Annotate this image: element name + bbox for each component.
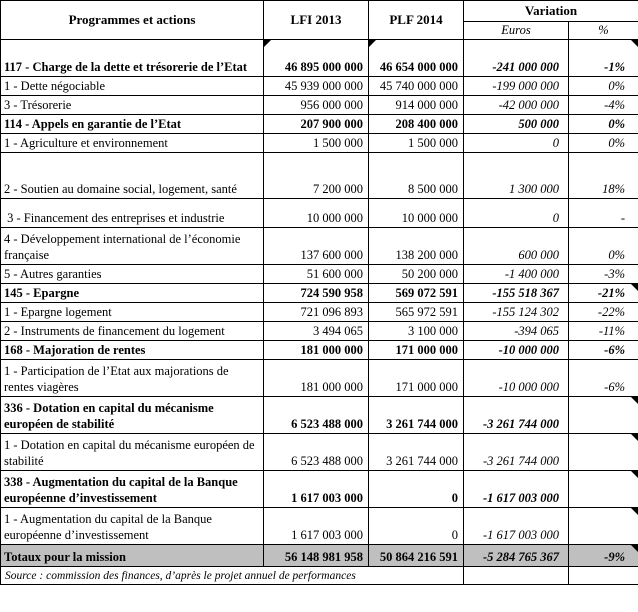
table-row	[1, 471, 638, 508]
cell-corner-marker-icon	[631, 508, 638, 515]
row-label: 1 - Participation de l’Etat aux majorations de rentes viagères	[1, 360, 264, 397]
lfi-2013-value: 721 096 893	[264, 303, 369, 322]
cell-corner-marker-icon	[264, 40, 271, 47]
table-row	[1, 322, 638, 341]
header-plf-2014: PLF 2014	[369, 1, 464, 40]
plf-2014-value: 0	[369, 471, 464, 508]
plf-2014-value: 565 972 591	[369, 303, 464, 322]
table-row	[1, 115, 638, 134]
plf-2014-value: 138 200 000	[369, 228, 464, 265]
lfi-2013-value: 1 617 003 000	[264, 508, 369, 545]
table-row	[1, 360, 638, 397]
variation-pct-value: -9%	[569, 545, 638, 567]
plf-2014-value: 50 200 000	[369, 265, 464, 284]
lfi-2013-value: 724 590 958	[264, 284, 369, 303]
row-label: 1 - Dotation en capital du mécanisme européen de stabilité	[1, 434, 264, 471]
table-row	[1, 434, 638, 471]
variation-pct-value: -3%	[569, 265, 638, 284]
row-label: 4 - Développement international de l’économie française	[1, 228, 264, 265]
header-variation-pct: %	[569, 22, 638, 40]
header-programmes-et-actions: Programmes et actions	[1, 1, 264, 40]
plf-2014-value: 0	[369, 508, 464, 545]
row-label: 338 - Augmentation du capital de la Banque européenne d’investissement	[1, 471, 264, 508]
row-label: 117 - Charge de la dette et trésorerie de l’Etat	[1, 40, 264, 77]
table-row	[1, 265, 638, 284]
plf-2014-value: 208 400 000	[369, 115, 464, 134]
lfi-2013-value: 137 600 000	[264, 228, 369, 265]
row-label: 114 - Appels en garantie de l’Etat	[1, 115, 264, 134]
plf-2014-value: 45 740 000 000	[369, 77, 464, 96]
source-row	[1, 567, 638, 585]
table-row	[1, 303, 638, 322]
header-row-1	[1, 1, 638, 22]
header-variation: Variation	[464, 1, 638, 22]
lfi-2013-value: 956 000 000	[264, 96, 369, 115]
row-label: 1 - Agriculture et environnement	[1, 134, 264, 153]
variation-euros-value: -10 000 000	[464, 360, 569, 397]
variation-pct-value: -1%	[569, 40, 638, 77]
source-empty-euros-cell	[464, 567, 569, 585]
cell-corner-marker-icon	[631, 471, 638, 478]
row-label: 145 - Epargne	[1, 284, 264, 303]
lfi-2013-value: 6 523 488 000	[264, 434, 369, 471]
table-row	[1, 77, 638, 96]
lfi-2013-value: 46 895 000 000	[264, 40, 369, 77]
row-label: Totaux pour la mission	[1, 545, 264, 567]
variation-euros-value: -394 065	[464, 322, 569, 341]
variation-euros-value: -5 284 765 367	[464, 545, 569, 567]
variation-euros-value: -1 617 003 000	[464, 471, 569, 508]
lfi-2013-value: 56 148 981 958	[264, 545, 369, 567]
cell-corner-marker-icon	[369, 40, 376, 47]
plf-2014-value: 8 500 000	[369, 153, 464, 199]
variation-pct-value: 18%	[569, 153, 638, 199]
variation-pct-value: -6%	[569, 341, 638, 360]
variation-euros-value: -3 261 744 000	[464, 434, 569, 471]
variation-euros-value: 500 000	[464, 115, 569, 134]
variation-pct-value: 0%	[569, 115, 638, 134]
row-label: 2 - Instruments de financement du logement	[1, 322, 264, 341]
plf-2014-value: 3 100 000	[369, 322, 464, 341]
variation-pct-value: 0%	[569, 134, 638, 153]
table-row	[1, 153, 638, 199]
table-row	[1, 397, 638, 434]
row-label: 1 - Augmentation du capital de la Banque européenne d’investissement	[1, 508, 264, 545]
row-label: 5 - Autres garanties	[1, 265, 264, 284]
plf-2014-value: 569 072 591	[369, 284, 464, 303]
plf-2014-value: 10 000 000	[369, 199, 464, 228]
table-row	[1, 96, 638, 115]
lfi-2013-value: 181 000 000	[264, 341, 369, 360]
variation-pct-value: -21%	[569, 284, 638, 303]
plf-2014-value: 171 000 000	[369, 360, 464, 397]
lfi-2013-value: 10 000 000	[264, 199, 369, 228]
table-header	[1, 1, 638, 40]
cell-corner-marker-icon	[631, 397, 638, 404]
variation-euros-value: -3 261 744 000	[464, 397, 569, 434]
table-row	[1, 134, 638, 153]
header-lfi-2013: LFI 2013	[264, 1, 369, 40]
variation-pct-value	[569, 397, 638, 434]
variation-pct-value: 0%	[569, 77, 638, 96]
lfi-2013-value: 45 939 000 000	[264, 77, 369, 96]
variation-pct-value	[569, 508, 638, 545]
variation-euros-value: -1 617 003 000	[464, 508, 569, 545]
cell-corner-marker-icon	[631, 545, 638, 552]
variation-pct-value	[569, 434, 638, 471]
variation-euros-value: -199 000 000	[464, 77, 569, 96]
plf-2014-value: 46 654 000 000	[369, 40, 464, 77]
header-variation-euros: Euros	[464, 22, 569, 40]
variation-pct-value: -	[569, 199, 638, 228]
variation-euros-value: 0	[464, 134, 569, 153]
lfi-2013-value: 181 000 000	[264, 360, 369, 397]
variation-euros-value: -155 124 302	[464, 303, 569, 322]
variation-pct-value: -22%	[569, 303, 638, 322]
row-label: 336 - Dotation en capital du mécanisme européen de stabilité	[1, 397, 264, 434]
variation-euros-value: -241 000 000	[464, 40, 569, 77]
variation-pct-value: -11%	[569, 322, 638, 341]
variation-euros-value: -10 000 000	[464, 341, 569, 360]
lfi-2013-value: 1 500 000	[264, 134, 369, 153]
lfi-2013-value: 6 523 488 000	[264, 397, 369, 434]
variation-euros-value: 600 000	[464, 228, 569, 265]
table-body	[1, 40, 638, 567]
table-row	[1, 199, 638, 228]
cell-corner-marker-icon	[631, 284, 638, 291]
plf-2014-value: 914 000 000	[369, 96, 464, 115]
row-label: 2 - Soutien au domaine social, logement, santé	[1, 153, 264, 199]
variation-euros-value: -155 518 367	[464, 284, 569, 303]
source-note: Source : commission des finances, d’après le projet annuel de performances	[1, 567, 464, 585]
lfi-2013-value: 207 900 000	[264, 115, 369, 134]
variation-pct-value: 0%	[569, 228, 638, 265]
lfi-2013-value: 3 494 065	[264, 322, 369, 341]
variation-euros-value: 1 300 000	[464, 153, 569, 199]
row-label: 1 - Epargne logement	[1, 303, 264, 322]
cell-corner-marker-icon	[631, 40, 638, 47]
variation-pct-value	[569, 471, 638, 508]
variation-pct-value: -4%	[569, 96, 638, 115]
table-row	[1, 40, 638, 77]
lfi-2013-value: 7 200 000	[264, 153, 369, 199]
row-label: 3 - Trésorerie	[1, 96, 264, 115]
lfi-2013-value: 51 600 000	[264, 265, 369, 284]
variation-euros-value: -1 400 000	[464, 265, 569, 284]
table-row	[1, 228, 638, 265]
table-row	[1, 284, 638, 303]
cell-corner-marker-icon	[631, 434, 638, 441]
table-row	[1, 341, 638, 360]
plf-2014-value: 1 500 000	[369, 134, 464, 153]
variation-euros-value: -42 000 000	[464, 96, 569, 115]
row-label: 3 - Financement des entreprises et industrie	[1, 199, 264, 228]
plf-2014-value: 50 864 216 591	[369, 545, 464, 567]
plf-2014-value: 3 261 744 000	[369, 397, 464, 434]
table-row	[1, 545, 638, 567]
table-footer	[1, 567, 638, 585]
row-label: 1 - Dette négociable	[1, 77, 264, 96]
lfi-2013-value: 1 617 003 000	[264, 471, 369, 508]
variation-pct-value: -6%	[569, 360, 638, 397]
variation-euros-value: 0	[464, 199, 569, 228]
row-label: 168 - Majoration de rentes	[1, 341, 264, 360]
table-row	[1, 508, 638, 545]
plf-2014-value: 3 261 744 000	[369, 434, 464, 471]
plf-2014-value: 171 000 000	[369, 341, 464, 360]
source-empty-pct-cell	[569, 567, 638, 585]
